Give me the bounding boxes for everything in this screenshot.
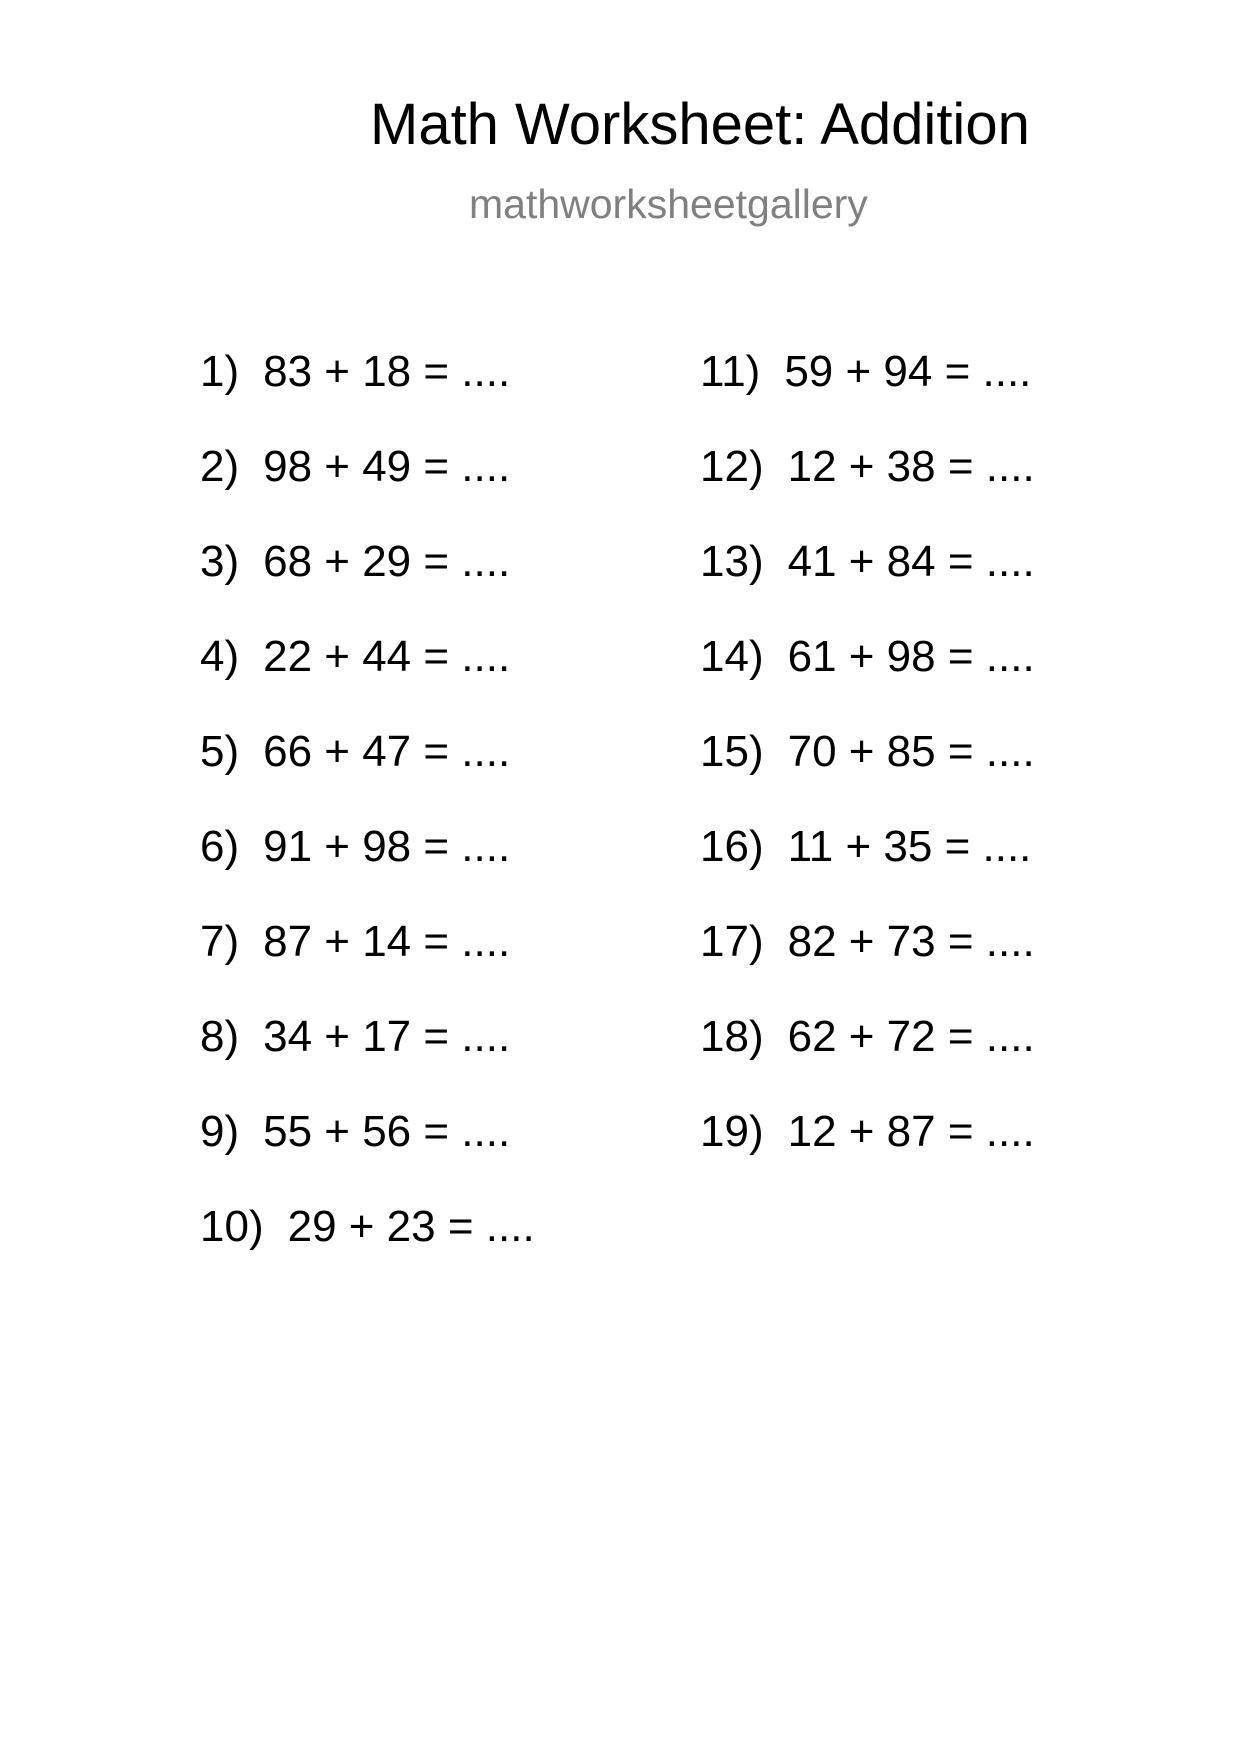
problem-expression: 29 + 23 = ....	[287, 1202, 535, 1251]
problem-number: 2)	[200, 442, 240, 491]
problem-expression: 11 + 35 = ....	[787, 822, 1032, 871]
problem-item	[200, 442, 535, 540]
problem-item	[200, 1012, 535, 1110]
worksheet-subtitle: mathworksheetgallery	[469, 181, 868, 227]
problem-number: 3)	[200, 537, 240, 586]
problem-number: 18)	[700, 1012, 764, 1061]
problem-expression: 41 + 84 = ....	[787, 537, 1035, 586]
problem-number: 7)	[200, 917, 240, 966]
problem-item	[200, 917, 535, 1015]
problem-expression: 91 + 98 = ....	[263, 822, 511, 871]
problem-number: 12)	[700, 442, 764, 491]
problem-item	[700, 632, 1035, 730]
problem-item	[200, 727, 535, 825]
problem-item	[200, 822, 535, 920]
problem-item	[200, 537, 535, 635]
problem-number: 14)	[700, 632, 764, 681]
problem-number: 13)	[700, 537, 764, 586]
problem-item	[700, 917, 1035, 1015]
problem-number: 8)	[200, 1012, 240, 1061]
problem-number: 19)	[700, 1107, 764, 1156]
problem-number: 1)	[200, 347, 240, 396]
problem-number: 4)	[200, 632, 240, 681]
problem-item	[700, 727, 1035, 825]
problem-expression: 59 + 94 = ....	[784, 347, 1032, 396]
problem-item	[700, 537, 1035, 635]
problem-expression: 62 + 72 = ....	[787, 1012, 1035, 1061]
problem-number: 5)	[200, 727, 240, 776]
problem-item	[200, 632, 535, 730]
problem-item	[200, 1107, 535, 1205]
problem-item	[700, 442, 1035, 540]
problem-number: 9)	[200, 1107, 240, 1156]
worksheet-title: Math Worksheet: Addition	[370, 92, 1030, 157]
problem-expression: 70 + 85 = ....	[787, 727, 1035, 776]
problem-item	[700, 1012, 1035, 1110]
problem-expression: 82 + 73 = ....	[787, 917, 1035, 966]
problem-expression: 66 + 47 = ....	[263, 727, 511, 776]
problem-number: 16)	[700, 822, 764, 871]
problem-expression: 83 + 18 = ....	[263, 347, 511, 396]
problem-item	[200, 347, 535, 445]
problem-expression: 98 + 49 = ....	[263, 442, 511, 491]
problem-number: 15)	[700, 727, 764, 776]
problem-expression: 34 + 17 = ....	[263, 1012, 511, 1061]
problem-expression: 68 + 29 = ....	[263, 537, 511, 586]
problem-item	[200, 1202, 535, 1300]
problem-expression: 22 + 44 = ....	[263, 632, 511, 681]
problem-expression: 55 + 56 = ....	[263, 1107, 511, 1156]
problem-number: 11)	[700, 347, 761, 396]
problem-item	[700, 822, 1035, 920]
problem-number: 10)	[200, 1202, 264, 1251]
problem-expression: 61 + 98 = ....	[787, 632, 1035, 681]
problem-item	[700, 1107, 1035, 1205]
problem-expression: 12 + 38 = ....	[787, 442, 1035, 491]
problem-number: 17)	[700, 917, 764, 966]
problems-column-left	[200, 347, 535, 1300]
problem-expression: 12 + 87 = ....	[787, 1107, 1035, 1156]
problem-item	[700, 347, 1035, 445]
problems-column-right	[700, 347, 1035, 1205]
problem-number: 6)	[200, 822, 240, 871]
problem-expression: 87 + 14 = ....	[263, 917, 511, 966]
